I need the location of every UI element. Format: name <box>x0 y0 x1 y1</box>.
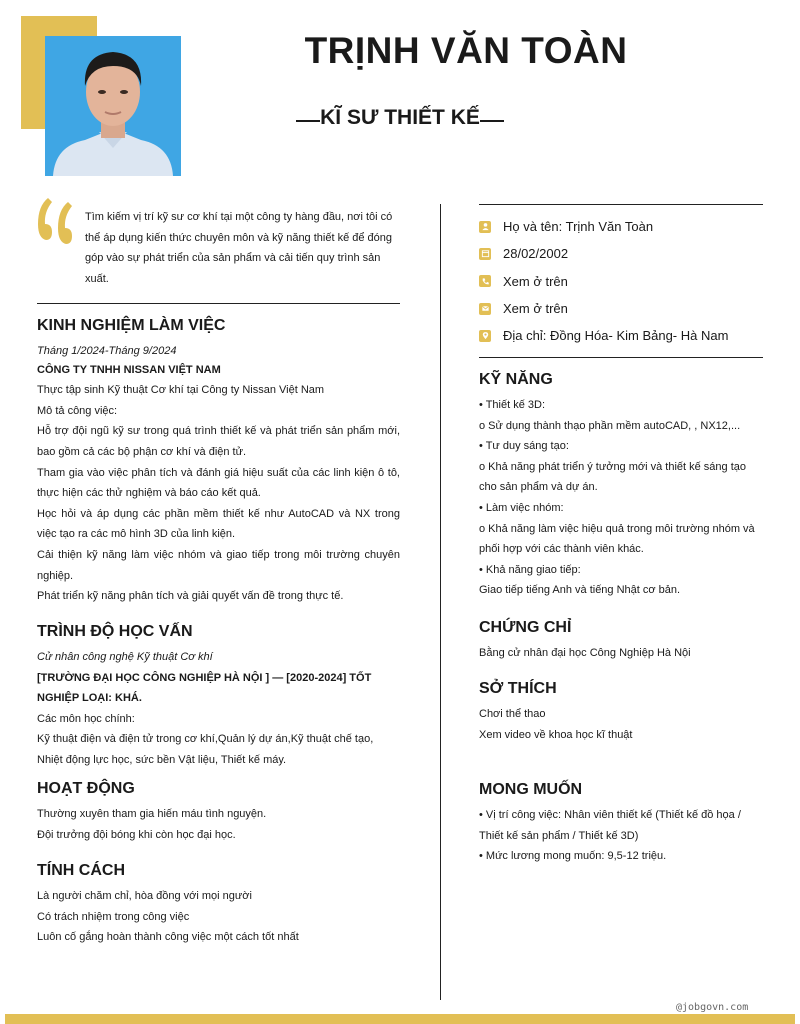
watermark: @jobgovn.com <box>676 1002 749 1013</box>
personality-item: Là người chăm chỉ, hòa đồng với mọi người <box>37 890 252 902</box>
skill-item: • Thiết kế 3D: <box>479 399 546 411</box>
contact-email-row <box>479 295 764 322</box>
contact-bottom-divider <box>479 357 763 358</box>
contact-phone: Xem ở trên <box>503 273 568 289</box>
email-icon <box>479 303 491 315</box>
goals-title: MONG MUỐN <box>479 781 583 798</box>
quote-icon <box>36 196 76 248</box>
experience-item: Phát triển kỹ năng phân tích và giải quyết vấn đề trong thực tế. <box>37 590 344 603</box>
experience-period: Tháng 1/2024-Tháng 9/2024 <box>37 345 177 357</box>
title-dash-left <box>296 120 320 122</box>
experience-item: Tham gia vào việc phân tích và đánh giá hiệu suất của các linh kiện ô tô, thực hiện các thử nghiệm và báo cáo kết quả. <box>37 466 400 500</box>
location-pin-icon <box>479 330 491 342</box>
experience-item: Hỗ trợ đội ngũ kỹ sư trong quá trình thiết kế và phát triển sản phẩm mới, bao gồm cả các bộ phận cơ khí và điện tử. <box>37 425 400 458</box>
title-dash-right <box>480 120 504 122</box>
activity-item: Đội trưởng đội bóng khi còn học đại học. <box>37 828 236 841</box>
contact-address: Địa chỉ: Đồng Hóa- Kim Bảng- Hà Nam <box>503 328 729 344</box>
certificates-title: CHỨNG CHỈ <box>479 619 572 636</box>
contact-birthday: 28/02/2002 <box>503 246 569 262</box>
job-title <box>200 106 600 130</box>
education-subjects: Kỹ thuật điện và điện tử trong cơ khí,Quản lý dự án,Kỹ thuật chế tạo, Nhiệt động lực học, sức bền Vật liệu, Thiết kế máy. <box>37 733 374 766</box>
skill-item: • Làm việc nhóm: <box>479 501 564 514</box>
education-title: TRÌNH ĐỘ HỌC VẤN <box>37 623 193 640</box>
personality-item: Luôn cố gắng hoàn thành công việc một cách tốt nhất <box>37 931 299 944</box>
contact-top-divider <box>479 204 763 205</box>
hobbies-section <box>479 680 764 745</box>
skills-title: KỸ NĂNG <box>479 371 553 388</box>
calendar-icon <box>479 248 491 260</box>
contact-section <box>479 213 764 349</box>
contact-name-row <box>479 213 764 240</box>
skill-item: Giao tiếp tiếng Anh và tiếng Nhật cơ bản. <box>479 584 681 597</box>
contact-birthday-row <box>479 240 764 267</box>
education-school: [TRƯỜNG ĐẠI HỌC CÔNG NGHIỆP HÀ NỘI ] — [2020-2024] TỐT NGHIỆP LOẠI: KHÁ. <box>37 671 372 705</box>
experience-position: Thực tập sinh Kỹ thuật Cơ khí tại Công ty Nissan Việt Nam <box>37 384 325 397</box>
skill-item: o Khả năng làm việc hiệu quả trong môi trường nhóm và phối hợp với các thành viên khác. <box>479 522 755 556</box>
education-degree: Cử nhân công nghệ Kỹ thuật Cơ khí <box>37 651 213 663</box>
skill-item: • Khả năng giao tiếp: <box>479 563 581 576</box>
contact-email: Xem ở trên <box>503 301 568 317</box>
goal-item: • Vị trí công việc: Nhân viên thiết kế (Thiết kế đồ họa / Thiết kế sản phẩm / Thiết kế 3D) <box>479 809 741 842</box>
hobby-item: Xem video về khoa học kĩ thuật <box>479 728 633 741</box>
contact-phone-row <box>479 268 764 295</box>
candidate-name: TRỊNH VĂN TOÀN <box>304 30 628 71</box>
education-subjects-label: Các môn học chính: <box>37 712 135 725</box>
activities-section <box>37 780 400 845</box>
profile-photo <box>45 36 181 176</box>
hobby-item: Chơi thể thao <box>479 708 546 720</box>
experience-section <box>37 317 400 607</box>
experience-company: CÔNG TY TNHH NISSAN VIỆT NAM <box>37 363 221 376</box>
phone-icon <box>479 275 491 287</box>
experience-desc-label: Mô tả công việc: <box>37 404 118 417</box>
user-icon <box>479 221 491 233</box>
activities-title: HOẠT ĐỘNG <box>37 780 135 797</box>
skills-section <box>479 371 764 601</box>
hobbies-title: SỞ THÍCH <box>479 680 557 697</box>
activity-item: Thường xuyên tham gia hiến máu tình nguyện. <box>37 808 267 820</box>
goals-section <box>479 781 764 867</box>
certificates-section <box>479 619 764 664</box>
education-section <box>37 623 400 771</box>
job-title-text: KĨ SƯ THIẾT KẾ <box>320 106 480 129</box>
contact-address-row <box>479 322 764 349</box>
skill-item: o Khả năng phát triển ý tưởng mới và thiết kế sáng tạo cho sản phẩm và dự án. <box>479 460 747 494</box>
experience-item: Học hỏi và áp dụng các phần mềm thiết kế như AutoCAD và NX trong việc tạo ra các mô hình 3D của linh kiện. <box>37 507 400 541</box>
career-summary: Tìm kiếm vị trí kỹ sư cơ khí tại một công ty hàng đầu, nơi tôi có thể áp dụng kiến thức chuyên môn và kỹ năng thiết kế để đóng góp vào sự phát triển của sản phẩm và cải tiến quy trình sản xuất. <box>85 211 393 285</box>
experience-item: Cải thiện kỹ năng làm việc nhóm và giao tiếp trong môi trường chuyên nghiệp. <box>37 548 400 582</box>
column-divider <box>440 204 441 1000</box>
summary-divider <box>37 303 400 304</box>
footer-bar <box>5 1014 795 1024</box>
contact-name: Họ và tên: Trịnh Văn Toàn <box>503 219 654 235</box>
certificate-item: Bằng cử nhân đại học Công Nghiệp Hà Nội <box>479 647 691 659</box>
skill-item: • Tư duy sáng tạo: <box>479 440 569 453</box>
personality-title: TÍNH CÁCH <box>37 862 125 879</box>
personality-section <box>37 862 400 948</box>
personality-item: Có trách nhiệm trong công việc <box>37 910 190 923</box>
goal-item: • Mức lương mong muốn: 9,5-12 triệu. <box>479 850 667 863</box>
skill-item: o Sử dụng thành thạo phần mềm autoCAD, , NX12,... <box>479 419 741 432</box>
experience-title: KINH NGHIỆM LÀM VIỆC <box>37 317 226 334</box>
